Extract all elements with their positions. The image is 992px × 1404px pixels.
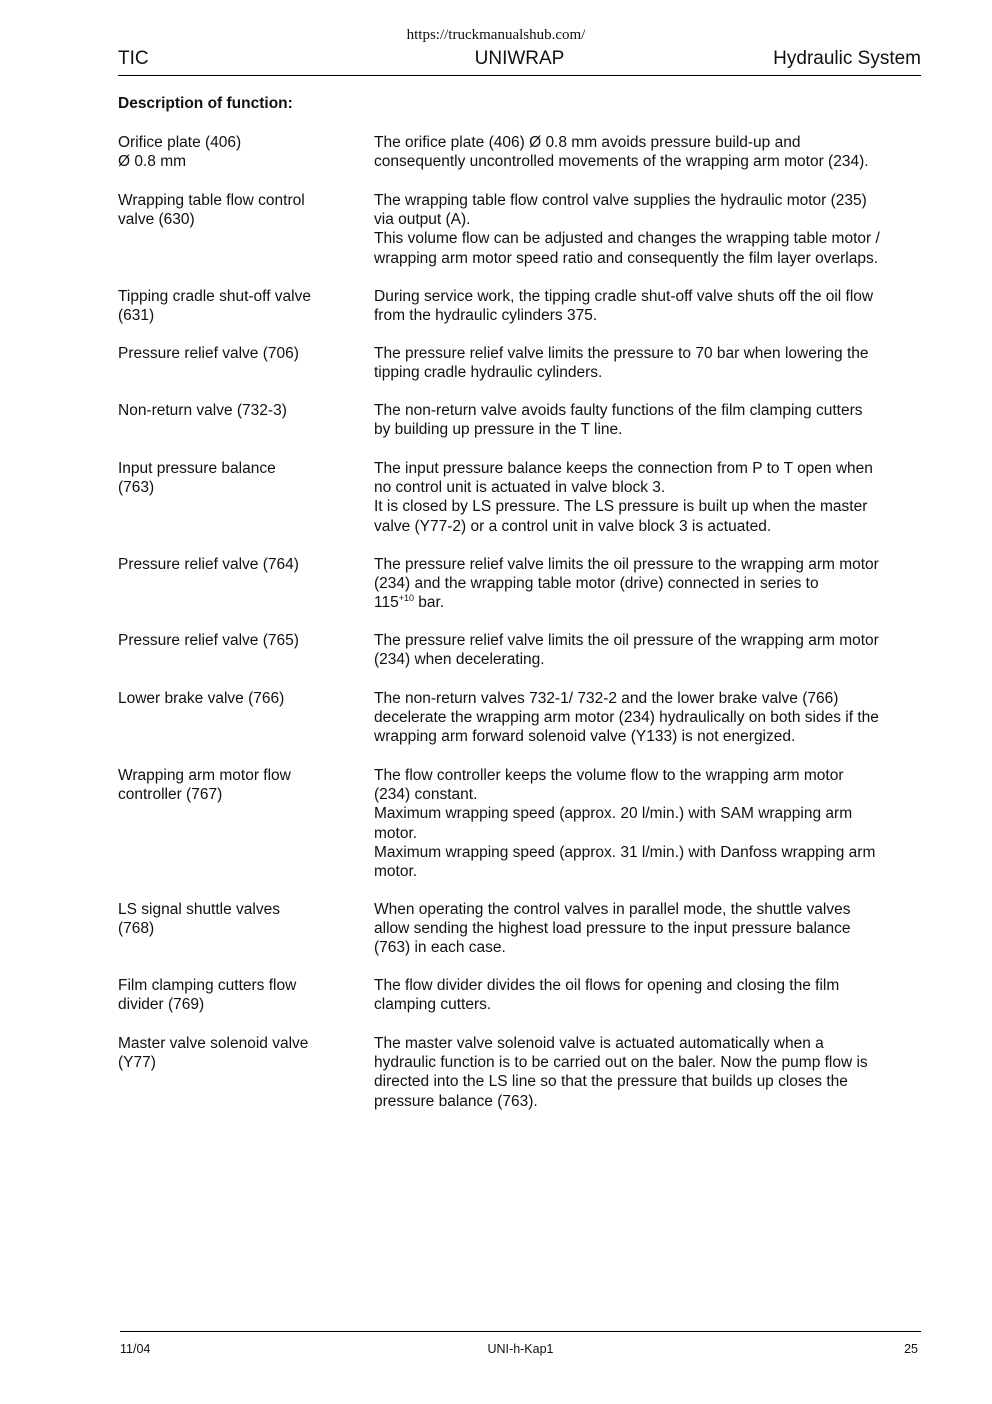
component-name: LS signal shuttle valves (768) [118,901,280,938]
component-description: The input pressure balance keeps the connection from P to T open when no control unit is actuated in valve block 3. It is closed by LS pressure. The LS pressure is built up when the master valve (Y77-2) or a control unit in valve block 3 is actuated. [374,460,873,535]
function-row [118,900,921,976]
component-name: Pressure relief valve (764) [118,556,299,573]
component-name: Lower brake valve (766) [118,690,285,707]
header-left: TIC [118,48,149,69]
section-title: Description of function: [118,95,293,112]
component-name: Tipping cradle shut-off valve (631) [118,288,311,325]
header-section: Hydraulic System [773,48,921,69]
component-description: The master valve solenoid valve is actuated automatically when a hydraulic function is to be carried out on the baler. Now the pump flow is directed into the LS line so that the pressure that builds up closes the pressure balance (763). [374,1035,868,1110]
component-name: Non-return valve (732-3) [118,402,287,419]
component-description: The flow controller keeps the volume flow to the wrapping arm motor (234) constant. Maximum wrapping speed (approx. 20 l/min.) with SAM wrapping arm motor. Maximum wrapping speed (approx. 31 l/min.) with Danfoss wrapping arm motor. [374,767,876,881]
component-description: The non-return valve avoids faulty functions of the film clamping cutters by building up pressure in the T line. [374,402,863,439]
function-row [118,766,921,900]
tolerance-superscript: +10 [398,593,414,604]
component-description: The pressure relief valve limits the oil pressure of the wrapping arm motor (234) when decelerating. [374,632,879,669]
component-description: The flow divider divides the oil flows for opening and closing the film clamping cutters. [374,977,840,1014]
page-footer [120,1331,921,1362]
description-text: The pressure relief valve limits the oil pressure to the wrapping arm motor (234) and the wrapping table motor (drive) connected in series to 115 [374,556,879,612]
component-name: Master valve solenoid valve (Y77) [118,1035,309,1072]
footer-doc-id: UNI-h-Kap1 [487,1342,554,1356]
function-row [118,191,921,287]
component-name: Pressure relief valve (706) [118,345,299,362]
function-row [118,976,921,1034]
function-row [118,555,921,631]
component-description: The wrapping table flow control valve supplies the hydraulic motor (235) via output (A). This volume flow can be adjusted and changes the wrapping table motor / wrapping arm motor speed ratio and consequently the film layer overlaps. [374,192,880,267]
function-row [118,631,921,689]
function-row [118,459,921,555]
function-list [118,133,921,1114]
component-name: Wrapping table flow control valve (630) [118,192,305,229]
component-name: Wrapping arm motor flow controller (767) [118,767,291,804]
component-name: Pressure relief valve (765) [118,632,299,649]
function-row [118,689,921,766]
component-name: Film clamping cutters flow divider (769) [118,977,297,1014]
function-row [118,344,921,401]
component-description: When operating the control valves in parallel mode, the shuttle valves allow sending the highest load pressure to the input pressure balance (763) in each case. [374,901,851,957]
function-row [118,1034,921,1114]
source-url[interactable]: https://truckmanualshub.com/ [406,27,586,43]
component-description [374,555,921,631]
page-number: 25 [904,1342,918,1356]
component-description: The orifice plate (406) Ø 0.8 mm avoids pressure build-up and consequently uncontrolled movements of the wrapping arm motor (234). [374,134,869,171]
function-row [118,133,921,191]
component-description: The non-return valves 732-1/ 732-2 and the lower brake valve (766) decelerate the wrapping arm motor (234) hydraulically on both sides if the wrapping arm forward solenoid valve (Y133) is not energized. [374,690,879,746]
component-name: Orifice plate (406) Ø 0.8 mm [118,134,242,171]
component-name: Input pressure balance (763) [118,460,276,497]
component-description: During service work, the tipping cradle shut-off valve shuts off the oil flow from the hydraulic cylinders 375. [374,288,874,325]
component-description: The pressure relief valve limits the pressure to 70 bar when lowering the tipping cradle hydraulic cylinders. [374,345,869,382]
footer-date: 11/04 [120,1342,151,1356]
function-row [118,401,921,459]
page-header [118,47,921,76]
function-row [118,287,921,344]
description-tail: bar. [414,594,445,612]
header-title: UNIWRAP [474,48,565,69]
